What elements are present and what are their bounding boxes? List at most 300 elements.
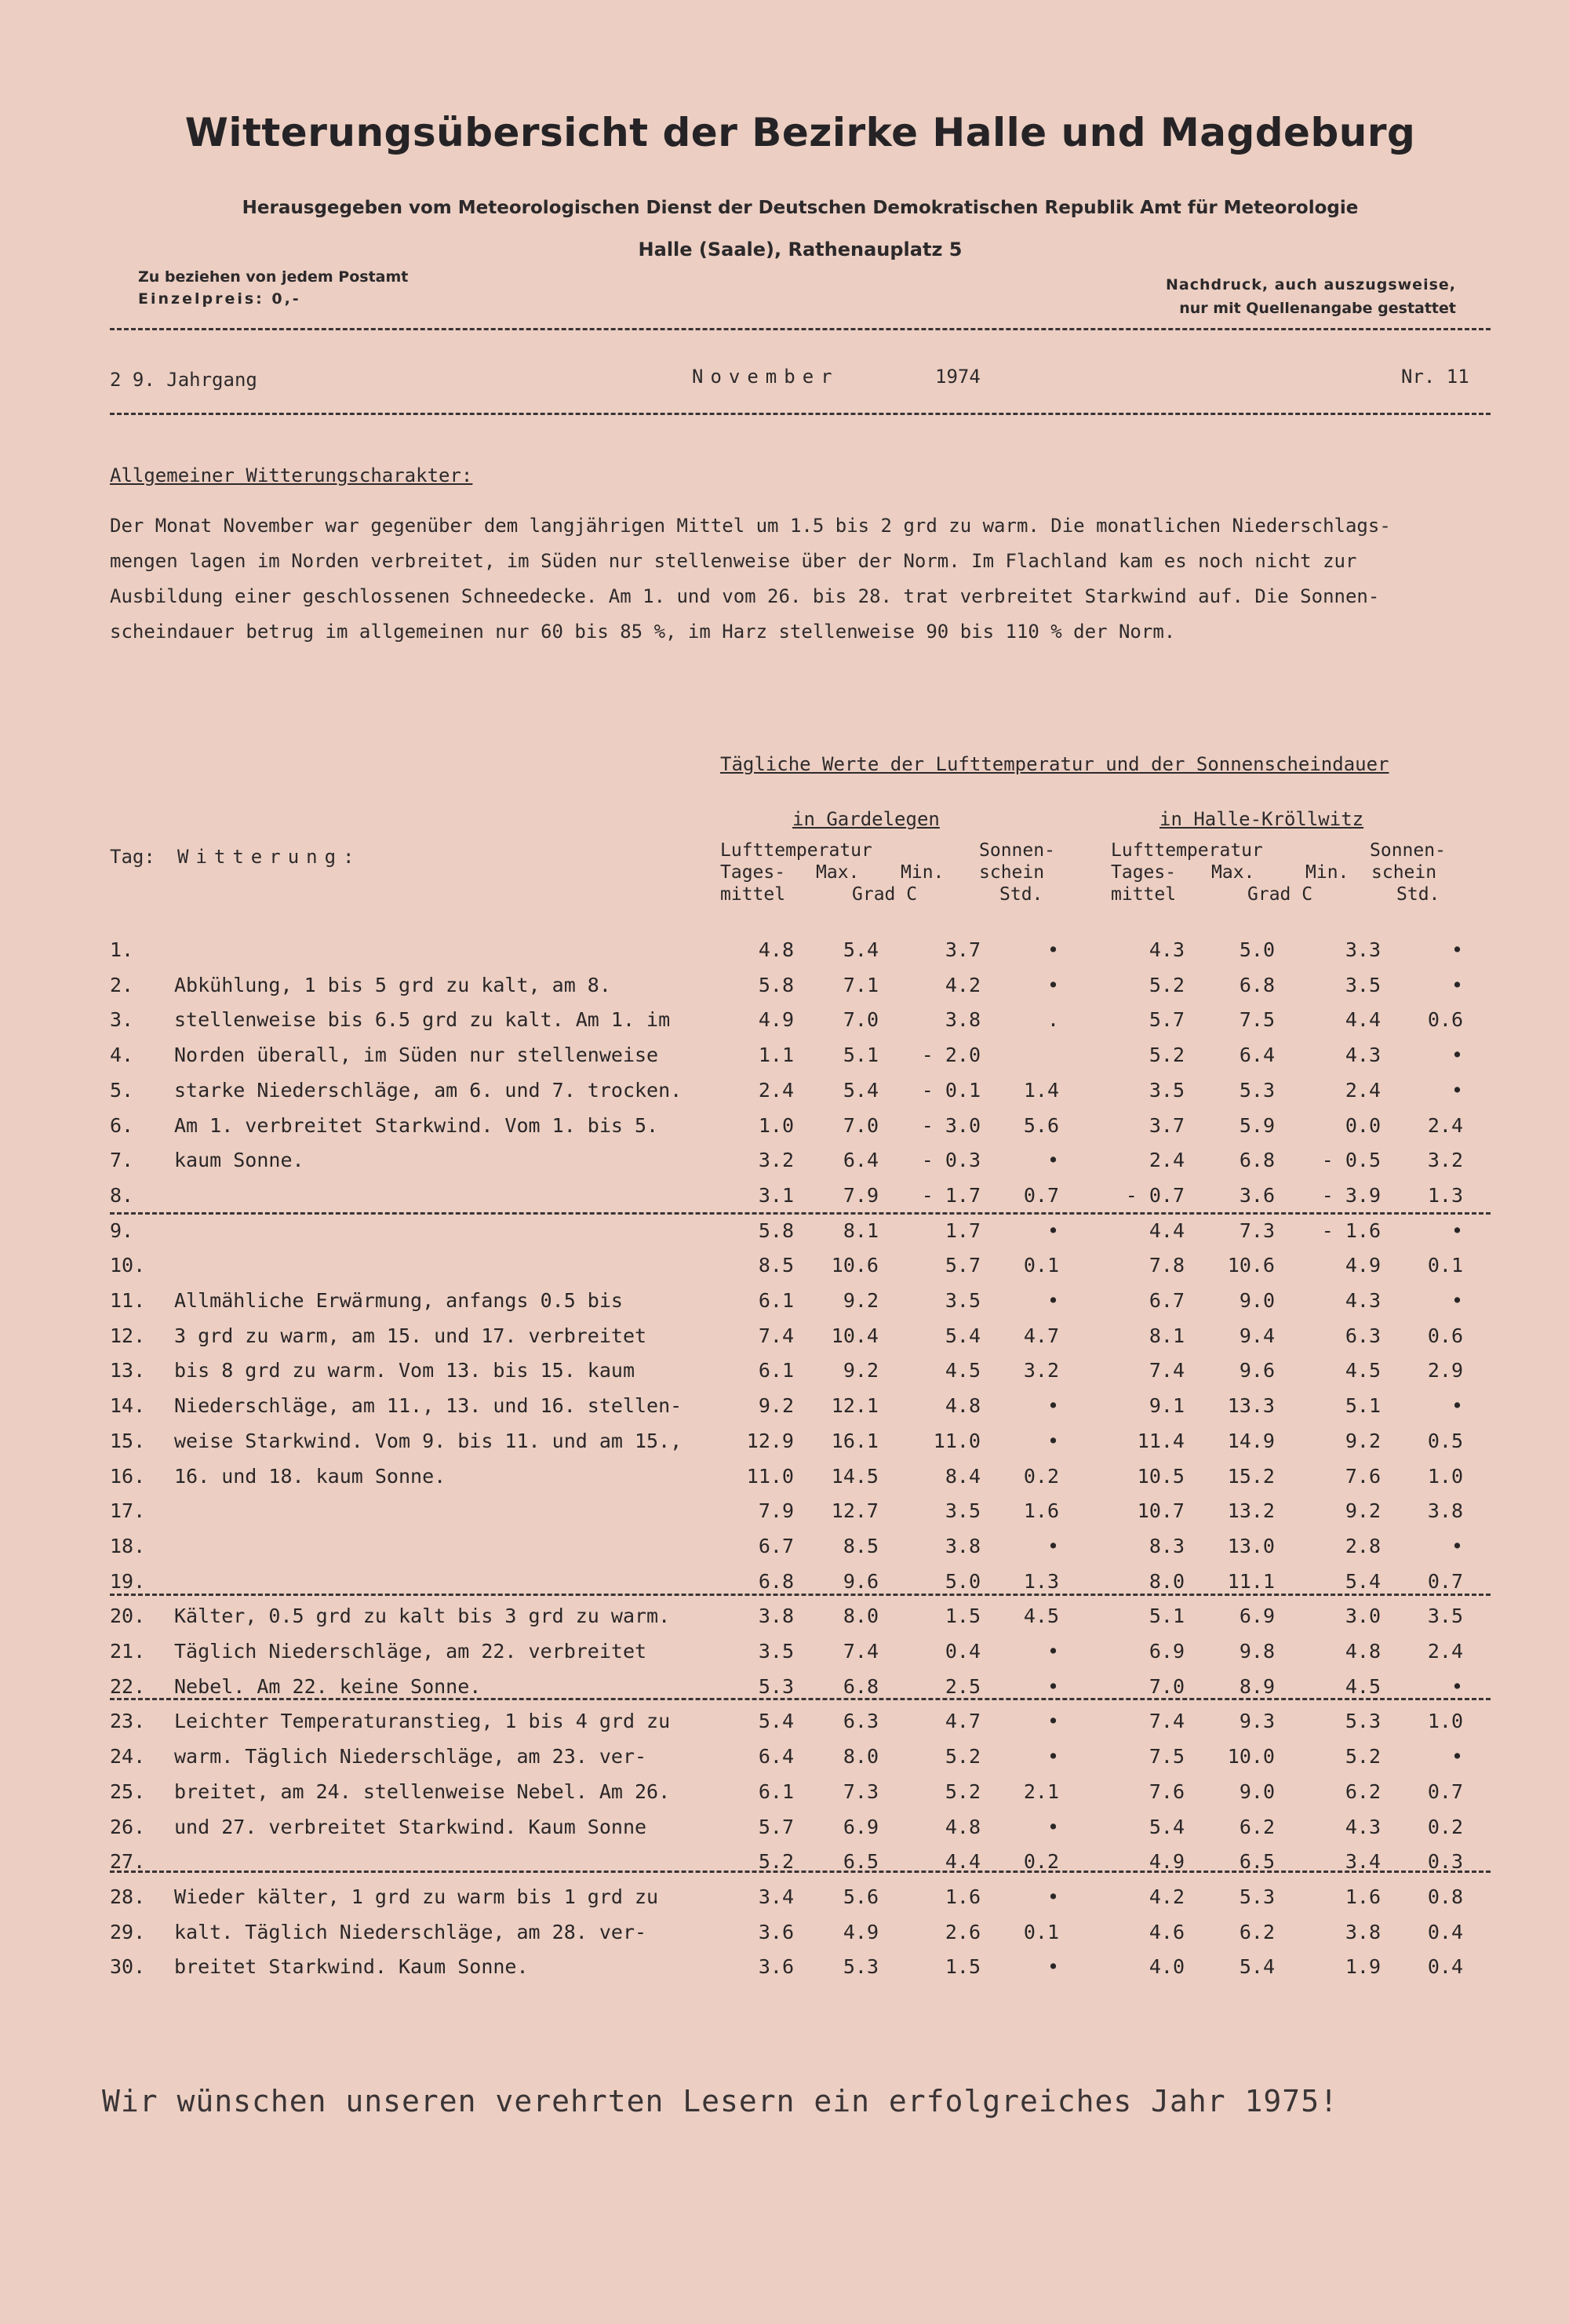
table-row	[0, 1885, 1569, 1920]
issue-number: Nr. 11	[1401, 366, 1469, 388]
halle-sunshine: 0.6	[1427, 1008, 1463, 1032]
gardelegen-mean: 6.1	[758, 1779, 794, 1803]
gardelegen-max: 7.1	[843, 973, 879, 996]
gardelegen-min: - 0.1	[921, 1078, 981, 1102]
halle-mean: 5.2	[1149, 973, 1185, 996]
gardelegen-min: 2.6	[945, 1920, 981, 1943]
row-day: 29.	[110, 1920, 146, 1943]
gardelegen-max: 7.3	[843, 1779, 879, 1803]
gardelegen-min: 4.5	[945, 1359, 981, 1382]
row-weather-text: 16. und 18. kaum Sonne.	[174, 1464, 446, 1488]
table-row	[0, 1499, 1569, 1534]
halle-sunshine: •	[1451, 1044, 1463, 1067]
gardelegen-min: 3.7	[945, 938, 981, 961]
halle-max: 13.0	[1227, 1534, 1275, 1557]
row-weather-text: Leichter Temperaturanstieg, 1 bis 4 grd zu	[174, 1710, 671, 1733]
table-row	[0, 1535, 1569, 1569]
gardelegen-max: 6.9	[843, 1815, 879, 1838]
gardelegen-max: 6.5	[843, 1850, 879, 1874]
gardelegen-max: 9.6	[843, 1569, 879, 1593]
halle-min: 4.4	[1345, 1008, 1381, 1032]
gardelegen-mean: 3.6	[758, 1955, 794, 1979]
halle-min: 5.3	[1345, 1710, 1381, 1733]
closing-greeting: Wir wünschen unseren verehrten Lesern ein erfolgreiches Jahr 1975!	[102, 2084, 1338, 2118]
halle-sunshine: 0.7	[1427, 1779, 1463, 1803]
issue-month: November	[692, 366, 839, 388]
row-weather-text: bis 8 grd zu warm. Vom 13. bis 15. kaum	[174, 1359, 635, 1382]
table-row	[0, 1219, 1569, 1254]
gardelegen-min: - 0.3	[921, 1149, 981, 1172]
station-gardelegen: in Gardelegen	[792, 808, 940, 830]
period-divider	[110, 1870, 1491, 1873]
gardelegen-sunshine: •	[1047, 1674, 1059, 1698]
gardelegen-mean: 6.8	[758, 1569, 794, 1593]
table-row	[0, 1850, 1569, 1885]
gardelegen-mean: 2.4	[758, 1078, 794, 1102]
halle-mean: 4.6	[1149, 1920, 1185, 1943]
row-weather-text: Kälter, 0.5 grd zu kalt bis 3 grd zu warm.	[174, 1605, 671, 1628]
hdr-max-h: Max.	[1211, 862, 1255, 883]
table-row	[0, 1359, 1569, 1393]
halle-max: 9.8	[1239, 1640, 1275, 1663]
halle-min: 3.8	[1345, 1920, 1381, 1943]
gardelegen-mean: 5.4	[758, 1710, 794, 1733]
row-day: 19.	[110, 1569, 146, 1593]
row-day: 3.	[110, 1008, 134, 1032]
right-note-1: Nachdruck, auch auszugsweise,	[1165, 276, 1456, 293]
halle-mean: 8.0	[1149, 1569, 1185, 1593]
gardelegen-sunshine: •	[1047, 1815, 1059, 1838]
table-row	[0, 1675, 1569, 1710]
address-line: Halle (Saale), Rathenauplatz 5	[638, 239, 963, 260]
gardelegen-min: 5.7	[945, 1254, 981, 1277]
gardelegen-mean: 6.1	[758, 1289, 794, 1312]
gardelegen-max: 8.1	[843, 1218, 879, 1242]
halle-min: 2.4	[1345, 1078, 1381, 1102]
row-weather-text: breitet, am 24. stellenweise Nebel. Am 26.	[174, 1779, 671, 1803]
row-day: 28.	[110, 1885, 146, 1908]
gardelegen-max: 7.0	[843, 1113, 879, 1137]
row-day: 11.	[110, 1289, 146, 1312]
gardelegen-mean: 5.3	[758, 1674, 794, 1698]
halle-mean: 7.4	[1149, 1359, 1185, 1382]
gardelegen-mean: 5.8	[758, 973, 794, 996]
halle-sunshine: •	[1451, 1674, 1463, 1698]
table-row	[0, 1921, 1569, 1955]
table-row	[0, 1710, 1569, 1744]
gardelegen-min: - 2.0	[921, 1044, 981, 1067]
table-caption: Tägliche Werte der Lufttemperatur und der Sonnenscheindauer	[720, 753, 1389, 775]
gardelegen-max: 5.4	[843, 1078, 879, 1102]
gardelegen-mean: 3.1	[758, 1183, 794, 1207]
gardelegen-sunshine: •	[1047, 1149, 1059, 1172]
hdr-mittel-h: mittel	[1111, 884, 1177, 905]
gardelegen-max: 8.5	[843, 1534, 879, 1557]
halle-sunshine: •	[1451, 1745, 1463, 1768]
halle-sunshine: 3.2	[1427, 1149, 1463, 1172]
row-weather-text: stellenweise bis 6.5 grd zu kalt. Am 1. im	[174, 1008, 671, 1032]
halle-sunshine: 1.3	[1427, 1183, 1463, 1207]
row-day: 24.	[110, 1745, 146, 1768]
halle-min: 4.5	[1345, 1674, 1381, 1698]
row-day: 5.	[110, 1078, 134, 1102]
table-row	[0, 1149, 1569, 1183]
gardelegen-max: 5.3	[843, 1955, 879, 1979]
halle-max: 6.4	[1239, 1044, 1275, 1067]
halle-mean: 8.3	[1149, 1534, 1185, 1557]
halle-max: 13.2	[1227, 1499, 1275, 1523]
halle-max: 5.4	[1239, 1955, 1275, 1979]
halle-max: 6.8	[1239, 1149, 1275, 1172]
row-weather-text: Abkühlung, 1 bis 5 grd zu kalt, am 8.	[174, 973, 611, 996]
gardelegen-mean: 4.9	[758, 1008, 794, 1032]
halle-max: 6.5	[1239, 1850, 1275, 1874]
halle-min: 2.8	[1345, 1534, 1381, 1557]
gardelegen-min: 5.4	[945, 1324, 981, 1347]
hdr-schein-h: schein	[1371, 862, 1437, 883]
row-weather-text: weise Starkwind. Vom 9. bis 11. und am 15.,	[174, 1429, 683, 1452]
halle-max: 9.0	[1239, 1289, 1275, 1312]
gardelegen-mean: 1.1	[758, 1044, 794, 1067]
gardelegen-min: 8.4	[945, 1464, 981, 1488]
gardelegen-sunshine: 5.6	[1023, 1113, 1059, 1137]
halle-min: 4.9	[1345, 1254, 1381, 1277]
row-day: 7.	[110, 1149, 134, 1172]
gardelegen-min: 3.5	[945, 1499, 981, 1523]
halle-min: 6.3	[1345, 1324, 1381, 1347]
general-line: Der Monat November war gegenüber dem langjährigen Mittel um 1.5 bis 2 grd zu warm. Die monatlichen Niederschlags-	[110, 515, 1391, 537]
gardelegen-sunshine: 1.6	[1023, 1499, 1059, 1523]
gardelegen-mean: 1.0	[758, 1113, 794, 1137]
row-weather-text: Täglich Niederschläge, am 22. verbreitet	[174, 1640, 647, 1663]
gardelegen-max: 6.3	[843, 1710, 879, 1733]
gardelegen-max: 7.4	[843, 1640, 879, 1663]
halle-min: 9.2	[1345, 1499, 1381, 1523]
halle-max: 3.6	[1239, 1183, 1275, 1207]
halle-mean: 4.0	[1149, 1955, 1185, 1979]
halle-max: 7.5	[1239, 1008, 1275, 1032]
row-day: 14.	[110, 1394, 146, 1418]
gardelegen-sunshine: •	[1047, 1218, 1059, 1242]
hdr-max-g: Max.	[816, 862, 860, 883]
gardelegen-max: 16.1	[831, 1429, 879, 1452]
table-row	[0, 938, 1569, 973]
gardelegen-max: 8.0	[843, 1745, 879, 1768]
halle-min: 6.2	[1345, 1779, 1381, 1803]
general-line: mengen lagen im Norden verbreitet, im Süden nur stellenweise über der Norm. Im Flachland kam es noch nicht zur	[110, 550, 1357, 572]
halle-min: 7.6	[1345, 1464, 1381, 1488]
halle-mean: 4.4	[1149, 1218, 1185, 1242]
halle-mean: 7.6	[1149, 1779, 1185, 1803]
gardelegen-max: 6.8	[843, 1674, 879, 1698]
halle-mean: 8.1	[1149, 1324, 1185, 1347]
halle-min: 4.5	[1345, 1359, 1381, 1382]
gardelegen-max: 5.6	[843, 1885, 879, 1908]
gardelegen-sunshine: •	[1047, 1955, 1059, 1979]
halle-sunshine: •	[1451, 938, 1463, 961]
halle-max: 11.1	[1227, 1569, 1275, 1593]
divider-issue	[110, 413, 1491, 415]
halle-mean: 6.7	[1149, 1289, 1185, 1312]
halle-mean: 7.4	[1149, 1710, 1185, 1733]
gardelegen-sunshine: .	[1047, 1008, 1059, 1032]
halle-max: 9.4	[1239, 1324, 1275, 1347]
halle-max: 6.2	[1239, 1920, 1275, 1943]
gardelegen-sunshine: 0.1	[1023, 1254, 1059, 1277]
halle-max: 15.2	[1227, 1464, 1275, 1488]
gardelegen-sunshine: 4.7	[1023, 1324, 1059, 1347]
table-row	[0, 1816, 1569, 1850]
hdr-std-g: Std.	[999, 884, 1043, 905]
row-day: 6.	[110, 1113, 134, 1137]
halle-sunshine: 2.9	[1427, 1359, 1463, 1382]
halle-sunshine: 3.5	[1427, 1605, 1463, 1628]
halle-sunshine: 1.0	[1427, 1710, 1463, 1733]
row-day: 23.	[110, 1710, 146, 1733]
gardelegen-sunshine: 0.7	[1023, 1183, 1059, 1207]
hdr-luft-h: Lufttemperatur	[1111, 840, 1263, 861]
left-note-1: Zu beziehen von jedem Postamt	[138, 268, 409, 286]
gardelegen-mean: 6.4	[758, 1745, 794, 1768]
gardelegen-sunshine: •	[1047, 1429, 1059, 1452]
gardelegen-max: 10.6	[831, 1254, 879, 1277]
gardelegen-mean: 5.7	[758, 1815, 794, 1838]
halle-sunshine: 2.4	[1427, 1640, 1463, 1663]
row-day: 22.	[110, 1674, 146, 1698]
halle-mean: 5.2	[1149, 1044, 1185, 1067]
halle-sunshine: •	[1451, 1078, 1463, 1102]
gardelegen-min: 0.4	[945, 1640, 981, 1663]
halle-mean: 10.7	[1137, 1499, 1185, 1523]
gardelegen-sunshine: •	[1047, 1885, 1059, 1908]
halle-mean: 5.7	[1149, 1008, 1185, 1032]
gardelegen-max: 12.7	[831, 1499, 879, 1523]
station-halle-kroellwitz: in Halle-Kröllwitz	[1159, 808, 1364, 830]
table-row	[0, 1044, 1569, 1078]
halle-max: 6.2	[1239, 1815, 1275, 1838]
general-heading: Allgemeiner Witterungscharakter:	[110, 464, 473, 486]
table-row	[0, 1780, 1569, 1815]
halle-mean: 2.4	[1149, 1149, 1185, 1172]
row-weather-text: Am 1. verbreitet Starkwind. Vom 1. bis 5.	[174, 1113, 659, 1137]
table-row	[0, 1254, 1569, 1288]
halle-sunshine: 0.8	[1427, 1885, 1463, 1908]
halle-mean: 3.5	[1149, 1078, 1185, 1102]
gardelegen-mean: 7.9	[758, 1499, 794, 1523]
halle-max: 6.9	[1239, 1605, 1275, 1628]
row-day: 10.	[110, 1254, 146, 1277]
hdr-min-g: Min.	[901, 862, 945, 883]
row-weather-text: kaum Sonne.	[174, 1149, 304, 1172]
period-divider	[110, 1698, 1491, 1700]
halle-sunshine: 0.3	[1427, 1850, 1463, 1874]
halle-sunshine: •	[1451, 1218, 1463, 1242]
hdr-schein-g: schein	[979, 862, 1045, 883]
gardelegen-min: 5.2	[945, 1745, 981, 1768]
halle-sunshine: 0.5	[1427, 1429, 1463, 1452]
gardelegen-sunshine: 0.2	[1023, 1464, 1059, 1488]
halle-min: 3.5	[1345, 973, 1381, 996]
gardelegen-sunshine: •	[1047, 1534, 1059, 1557]
halle-max: 10.0	[1227, 1745, 1275, 1768]
gardelegen-min: 4.4	[945, 1850, 981, 1874]
period-divider	[110, 1212, 1491, 1215]
gardelegen-max: 5.1	[843, 1044, 879, 1067]
halle-max: 9.0	[1239, 1779, 1275, 1803]
gardelegen-min: 11.0	[933, 1429, 981, 1452]
hdr-std-h: Std.	[1396, 884, 1440, 905]
row-weather-text: Wieder kälter, 1 grd zu warm bis 1 grd zu	[174, 1885, 659, 1908]
gardelegen-max: 7.0	[843, 1008, 879, 1032]
table-row	[0, 974, 1569, 1008]
gardelegen-sunshine: •	[1047, 1710, 1059, 1733]
gardelegen-max: 10.4	[831, 1324, 879, 1347]
gardelegen-sunshine: 1.3	[1023, 1569, 1059, 1593]
gardelegen-min: 4.2	[945, 973, 981, 996]
hdr-grad-h: Grad C	[1247, 884, 1313, 905]
row-day: 2.	[110, 973, 134, 996]
gardelegen-max: 9.2	[843, 1289, 879, 1312]
gardelegen-sunshine: 2.1	[1023, 1779, 1059, 1803]
gardelegen-mean: 11.0	[746, 1464, 794, 1488]
table-row	[0, 1079, 1569, 1113]
gardelegen-mean: 6.1	[758, 1359, 794, 1382]
row-day: 26.	[110, 1815, 146, 1838]
general-paragraph	[110, 508, 1506, 650]
gardelegen-min: - 3.0	[921, 1113, 981, 1137]
halle-max: 5.3	[1239, 1885, 1275, 1908]
halle-mean: 7.5	[1149, 1745, 1185, 1768]
halle-max: 5.0	[1239, 938, 1275, 961]
gardelegen-min: 1.5	[945, 1605, 981, 1628]
witterung-label: Witterung:	[177, 846, 362, 868]
halle-min: 5.2	[1345, 1745, 1381, 1768]
halle-sunshine: 0.6	[1427, 1324, 1463, 1347]
hdr-sonnen-h: Sonnen-	[1370, 840, 1446, 861]
halle-max: 5.3	[1239, 1078, 1275, 1102]
gardelegen-min: - 1.7	[921, 1183, 981, 1207]
divider-top	[110, 328, 1491, 330]
table-row	[0, 1394, 1569, 1429]
gardelegen-max: 12.1	[831, 1394, 879, 1418]
row-weather-text: warm. Täglich Niederschläge, am 23. ver-	[174, 1745, 647, 1768]
gardelegen-max: 9.2	[843, 1359, 879, 1382]
gardelegen-min: 2.5	[945, 1674, 981, 1698]
halle-max: 10.6	[1227, 1254, 1275, 1277]
hdr-min-h: Min.	[1305, 862, 1349, 883]
gardelegen-sunshine: •	[1047, 938, 1059, 961]
publisher-line: Herausgegeben vom Meteorologischen Dienst der Deutschen Demokratischen Republik Amt für Meteorologie	[242, 198, 1359, 218]
gardelegen-mean: 6.7	[758, 1534, 794, 1557]
halle-max: 8.9	[1239, 1674, 1275, 1698]
halle-mean: 7.0	[1149, 1674, 1185, 1698]
gardelegen-max: 4.9	[843, 1920, 879, 1943]
row-day: 8.	[110, 1183, 134, 1207]
halle-min: 4.3	[1345, 1044, 1381, 1067]
tag-label: Tag:	[110, 846, 155, 868]
halle-min: 4.3	[1345, 1289, 1381, 1312]
halle-max: 7.3	[1239, 1218, 1275, 1242]
gardelegen-sunshine: •	[1047, 1394, 1059, 1418]
gardelegen-min: 5.0	[945, 1569, 981, 1593]
halle-sunshine: 2.4	[1427, 1113, 1463, 1137]
row-day: 9.	[110, 1218, 134, 1242]
row-day: 15.	[110, 1429, 146, 1452]
gardelegen-min: 3.8	[945, 1008, 981, 1032]
table-row	[0, 1465, 1569, 1499]
gardelegen-min: 3.8	[945, 1534, 981, 1557]
halle-min: - 3.9	[1321, 1183, 1381, 1207]
row-day: 4.	[110, 1044, 134, 1067]
gardelegen-min: 4.7	[945, 1710, 981, 1733]
gardelegen-max: 14.5	[831, 1464, 879, 1488]
gardelegen-min: 5.2	[945, 1779, 981, 1803]
halle-mean: 11.4	[1137, 1429, 1185, 1452]
table-row	[0, 1324, 1569, 1359]
halle-min: 5.4	[1345, 1569, 1381, 1593]
gardelegen-mean: 3.4	[758, 1885, 794, 1908]
halle-sunshine: 0.4	[1427, 1955, 1463, 1979]
gardelegen-mean: 8.5	[758, 1254, 794, 1277]
row-weather-text: Norden überall, im Süden nur stellenweise	[174, 1044, 659, 1067]
gardelegen-mean: 3.5	[758, 1640, 794, 1663]
row-day: 30.	[110, 1955, 146, 1979]
gardelegen-min: 4.8	[945, 1394, 981, 1418]
left-note-2: Einzelpreis: 0,-	[138, 290, 301, 308]
gardelegen-max: 6.4	[843, 1149, 879, 1172]
halle-mean: 5.4	[1149, 1815, 1185, 1838]
gardelegen-mean: 3.8	[758, 1605, 794, 1628]
halle-min: 0.0	[1345, 1113, 1381, 1137]
gardelegen-sunshine: •	[1047, 973, 1059, 996]
gardelegen-mean: 3.6	[758, 1920, 794, 1943]
gardelegen-max: 8.0	[843, 1605, 879, 1628]
gardelegen-sunshine: 0.2	[1023, 1850, 1059, 1874]
halle-sunshine: •	[1451, 1394, 1463, 1418]
halle-mean: 5.1	[1149, 1605, 1185, 1628]
row-day: 21.	[110, 1640, 146, 1663]
table-row	[0, 1114, 1569, 1149]
halle-min: 4.3	[1345, 1815, 1381, 1838]
halle-min: 9.2	[1345, 1429, 1381, 1452]
gardelegen-min: 3.5	[945, 1289, 981, 1312]
halle-sunshine: •	[1451, 1534, 1463, 1557]
halle-mean: - 0.7	[1125, 1183, 1185, 1207]
gardelegen-max: 5.4	[843, 938, 879, 961]
row-weather-text: Nebel. Am 22. keine Sonne.	[174, 1674, 482, 1698]
table-row	[0, 1745, 1569, 1779]
gardelegen-sunshine: 4.5	[1023, 1605, 1059, 1628]
table-row	[0, 1955, 1569, 1990]
gardelegen-mean: 5.8	[758, 1218, 794, 1242]
table-row	[0, 1430, 1569, 1464]
row-day: 12.	[110, 1324, 146, 1347]
halle-mean: 10.5	[1137, 1464, 1185, 1488]
halle-max: 9.3	[1239, 1710, 1275, 1733]
halle-sunshine: 0.7	[1427, 1569, 1463, 1593]
row-day: 1.	[110, 938, 134, 961]
halle-min: 3.3	[1345, 938, 1381, 961]
table-row	[0, 1640, 1569, 1674]
row-day: 17.	[110, 1499, 146, 1523]
gardelegen-min: 1.6	[945, 1885, 981, 1908]
halle-min: - 0.5	[1321, 1149, 1381, 1172]
halle-max: 13.3	[1227, 1394, 1275, 1418]
hdr-luft-g: Lufttemperatur	[720, 840, 872, 861]
gardelegen-sunshine: 1.4	[1023, 1078, 1059, 1102]
gardelegen-mean: 4.8	[758, 938, 794, 961]
row-day: 27.	[110, 1850, 146, 1874]
